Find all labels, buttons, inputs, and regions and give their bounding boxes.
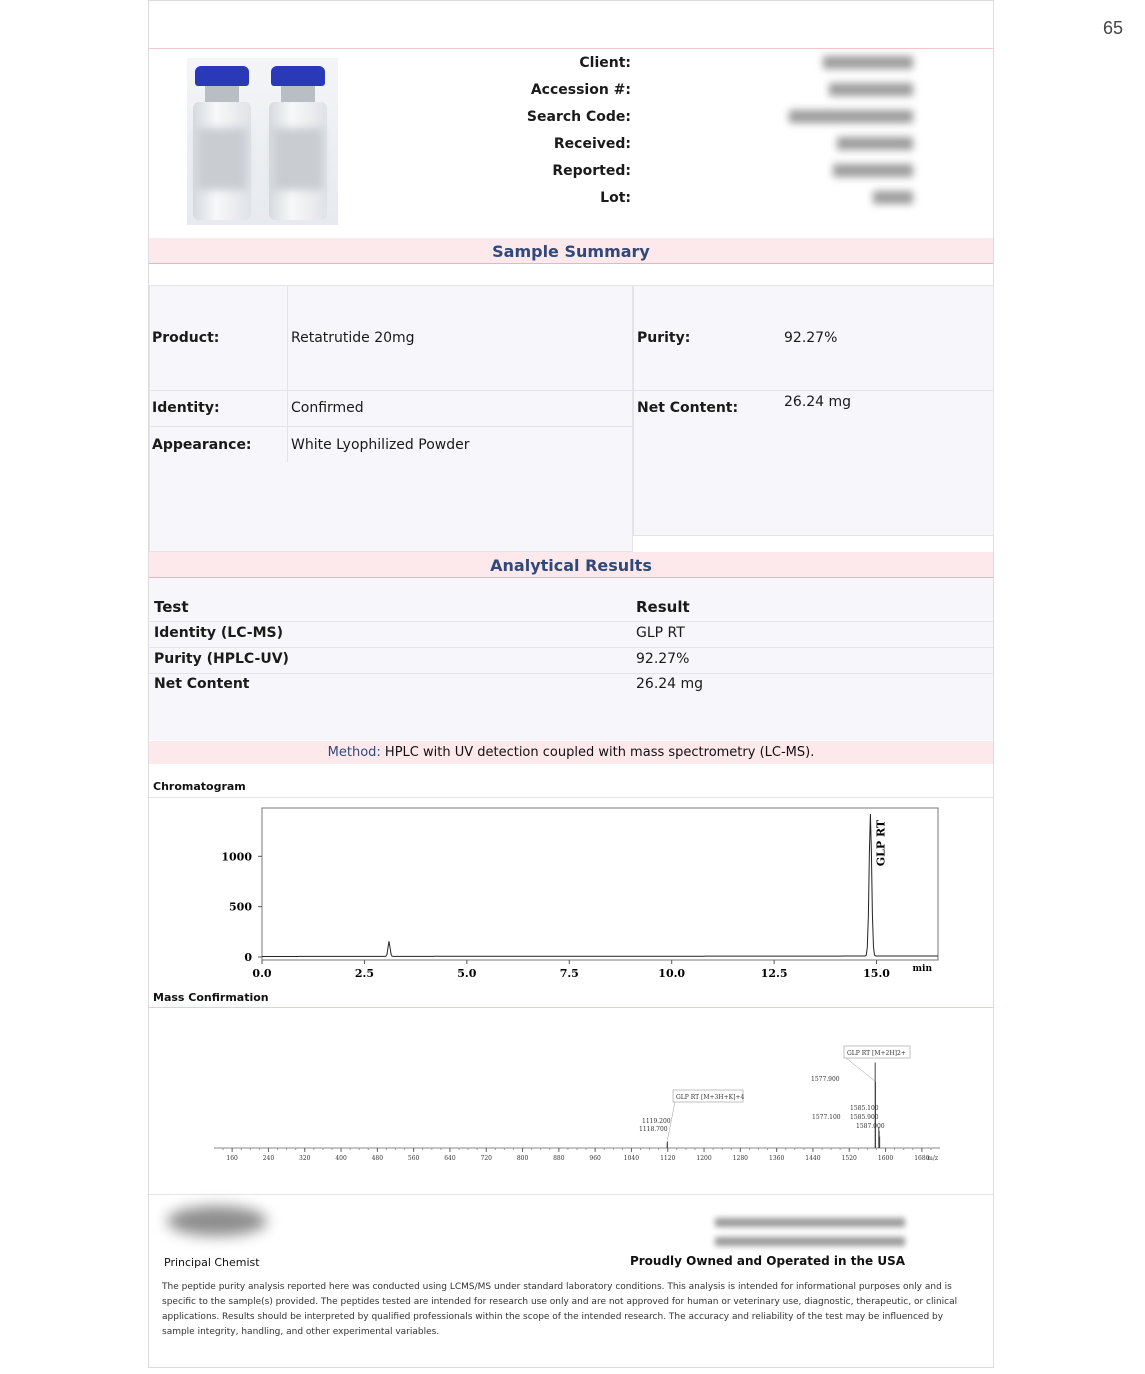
method-label: Method:: [327, 745, 381, 760]
mass-confirmation-title: Mass Confirmation: [153, 991, 269, 1004]
x-tick-label: 12.5: [760, 967, 788, 980]
appearance-value: White Lyophilized Powder: [291, 437, 470, 453]
annotation-group: [844, 1046, 910, 1082]
annotation-label: GLP RT [M+3H+K]+4: [676, 1094, 745, 1101]
redacted-value: [873, 191, 913, 204]
test-name: Identity (LC-MS): [154, 625, 284, 641]
page-number: 65: [1102, 18, 1123, 38]
peak-value: 1585.900: [850, 1114, 879, 1121]
x-tick-label: 640: [444, 1155, 456, 1162]
client-label: Client:: [579, 55, 631, 71]
sample-summary-heading: Sample Summary: [149, 238, 993, 264]
x-tick-label: 720: [480, 1155, 492, 1162]
test-name: Purity (HPLC-UV): [154, 651, 289, 667]
analytical-results-heading: Analytical Results: [149, 552, 993, 578]
table-row: [149, 648, 993, 674]
redacted-address: [715, 1218, 905, 1227]
x-tick-label: 1200: [696, 1155, 712, 1162]
peak-value: 1577.100: [812, 1114, 841, 1121]
peak-value: 1577.900: [811, 1076, 840, 1083]
x-tick-label: 1680: [914, 1155, 930, 1162]
appearance-label: Appearance:: [152, 437, 252, 453]
header-field-labels: [499, 53, 631, 215]
x-tick-label: 1040: [623, 1155, 640, 1162]
reported-label: Reported:: [552, 163, 631, 179]
table-row: [149, 674, 993, 698]
mass-spectrum-chart: [149, 1008, 995, 1194]
results-header-row: [149, 578, 993, 622]
x-tick-label: 1280: [732, 1155, 748, 1162]
accession-label: Accession #:: [530, 82, 631, 98]
x-tick-label: 1120: [660, 1155, 676, 1162]
vial-image: [269, 66, 327, 222]
lot-label: Lot:: [600, 190, 631, 206]
x-tick-label: 960: [589, 1155, 601, 1162]
net-content-label: Net Content:: [637, 400, 739, 416]
redacted-value: [837, 137, 913, 150]
chromatogram-title: Chromatogram: [153, 780, 246, 793]
vial-image: [193, 66, 251, 222]
x-tick-label: 480: [371, 1155, 384, 1162]
search-code-label: Search Code:: [526, 109, 631, 125]
x-tick-label: 10.0: [658, 967, 686, 980]
annotation-group: [667, 1090, 744, 1140]
redacted-value: [833, 164, 913, 177]
peak-point: [389, 941, 390, 942]
peak-value: 1585.100: [850, 1105, 879, 1112]
purity-label: Purity:: [637, 330, 691, 346]
chromatogram-trace: [262, 814, 938, 956]
redacted-values: [783, 56, 913, 218]
redacted-value: [829, 83, 913, 96]
y-tick-label: 1000: [221, 850, 252, 864]
col-test-header: Test: [154, 598, 189, 616]
product-photo: [187, 58, 338, 225]
x-tick-label: 1440: [805, 1155, 821, 1162]
annotation-label: GLP RT [M+2H]2+: [847, 1050, 906, 1057]
header-bar: [149, 1, 993, 49]
y-tick-label: 0: [244, 950, 252, 964]
identity-value: Confirmed: [291, 400, 364, 416]
x-tick-label: 560: [407, 1155, 420, 1162]
received-label: Received:: [553, 136, 631, 152]
redacted-value: [823, 56, 913, 69]
y-tick-label: 500: [229, 900, 252, 914]
product-value: Retatrutide 20mg: [291, 330, 415, 346]
x-tick-label: 880: [553, 1155, 565, 1162]
x-tick-label: 320: [299, 1155, 311, 1162]
x-tick-label: 7.5: [559, 967, 579, 980]
peak-value: 1118.700: [639, 1126, 668, 1133]
method-note: [149, 741, 993, 764]
redacted-value: [789, 110, 913, 123]
annotation-leader: [846, 1058, 876, 1082]
x-tick-label: 0.0: [252, 967, 272, 980]
x-tick-label: 1360: [769, 1155, 785, 1162]
chromatogram-area: [149, 797, 993, 994]
x-tick-label: 400: [335, 1155, 347, 1162]
peak-point: [870, 815, 871, 816]
x-tick-label: 160: [226, 1155, 238, 1162]
report-sheet: [148, 0, 994, 1368]
x-tick-label: 15.0: [863, 967, 890, 980]
usa-tagline: Proudly Owned and Operated in the USA: [629, 1254, 905, 1268]
x-tick-label: 1600: [877, 1155, 894, 1162]
x-axis-label: m/z: [927, 1155, 938, 1162]
identity-label: Identity:: [152, 400, 220, 416]
peak-label: GLP RT: [874, 819, 888, 867]
test-name: Net Content: [154, 676, 250, 692]
net-content-value: 26.24 mg: [784, 394, 852, 410]
col-result-header: Result: [636, 598, 690, 616]
x-tick-label: 1520: [841, 1155, 857, 1162]
product-label: Product:: [152, 330, 220, 346]
chromatogram-chart: [149, 798, 995, 994]
x-axis-label: min: [912, 964, 932, 974]
signature: [167, 1206, 267, 1236]
redacted-address: [715, 1237, 905, 1246]
mass-spectrum-area: [149, 1007, 993, 1195]
summary-cell: [149, 462, 633, 552]
purity-value: 92.27%: [784, 330, 838, 346]
table-row: [149, 622, 993, 648]
x-tick-label: 800: [516, 1155, 529, 1162]
plot-frame: [262, 808, 938, 960]
x-tick-label: 2.5: [354, 967, 374, 980]
test-result: 92.27%: [636, 651, 690, 667]
x-tick-label: 5.0: [457, 967, 477, 980]
results-table: [149, 578, 993, 740]
x-tick-label: 240: [262, 1155, 275, 1162]
test-result: 26.24 mg: [636, 676, 704, 692]
disclaimer-text: The peptide purity analysis reported here was conducted using LCMS/MS under standard laboratory conditions. This analysis is intended for informational purposes only and is specific to the sample(s) provided. The peptides tested are intended for research use only and are not approved for human or veterinary use, diagnostic, therapeutic, or clinical applications. Results should be interpreted by qualified professionals within the scope of the intended research. The accuracy and reliability of the test may be influenced by sample integrity, handling, and other experimental variables.: [162, 1282, 958, 1337]
peak-value: 1587.000: [856, 1123, 885, 1130]
chemist-title: Principal Chemist: [164, 1256, 260, 1269]
test-result: GLP RT: [636, 625, 685, 641]
peak-value: 1119.200: [642, 1118, 671, 1125]
method-text: HPLC with UV detection coupled with mass spectrometry (LC-MS).: [380, 745, 815, 760]
